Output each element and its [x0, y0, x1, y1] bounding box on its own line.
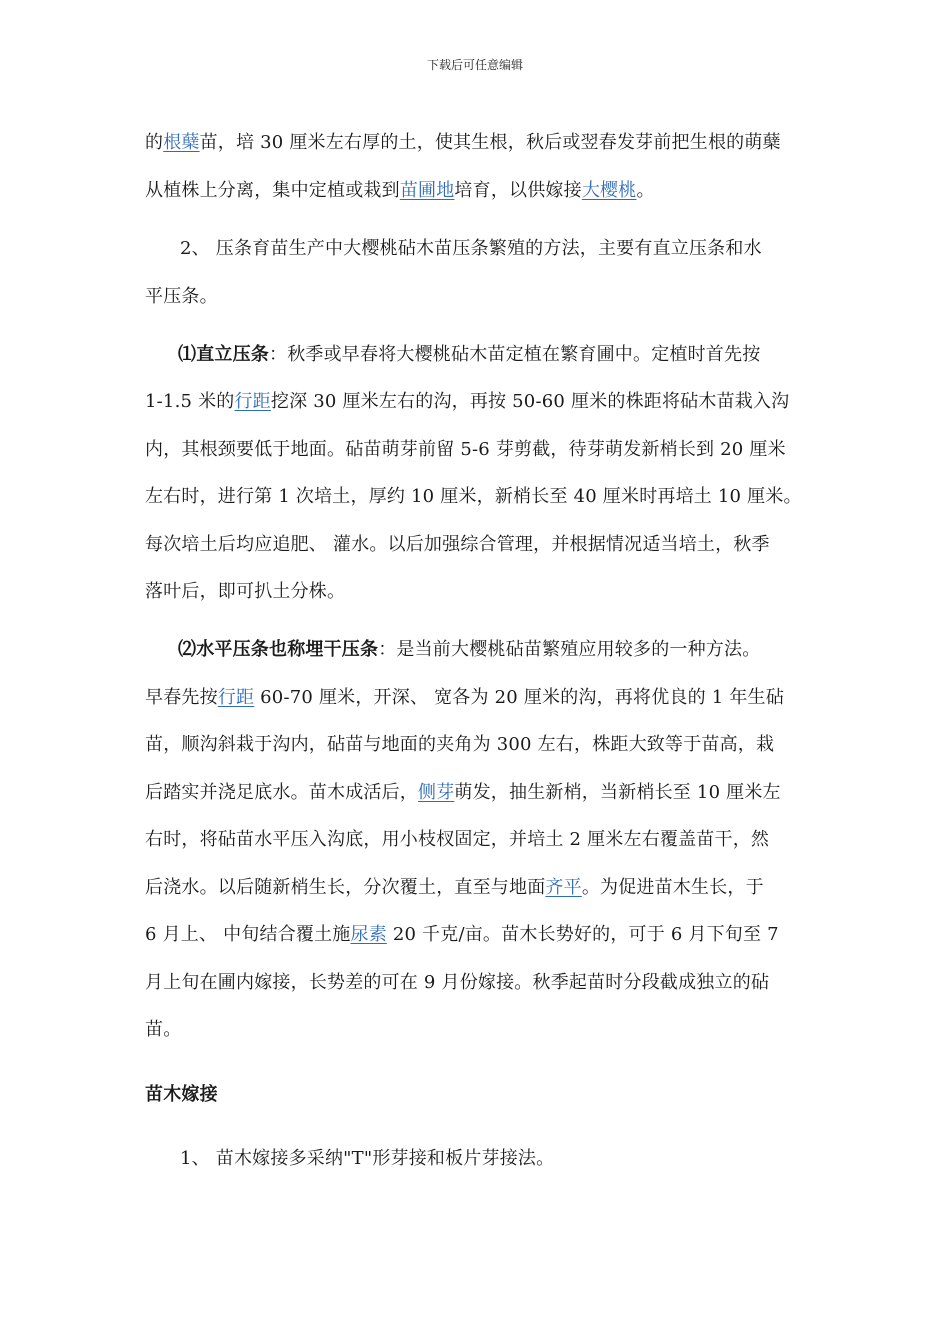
paragraph-line: 1、 苗木嫁接多采纳"T"形芽接和板片芽接法。: [180, 1148, 555, 1169]
paragraph-line: 2、 压条育苗生产中大樱桃砧木苗压条繁殖的方法，主要有直立压条和水: [180, 238, 762, 259]
paragraph-line: [145, 778, 781, 804]
text: 后浇水。以后随新梢生长，分次覆土，直至与地面: [145, 877, 546, 898]
paragraph-line: [145, 873, 764, 899]
text: 的: [145, 132, 164, 153]
text: 60-70 厘米，开深、 宽各为 20 厘米的沟，再将优良的 1 年生砧: [254, 687, 784, 708]
text: 早春先按: [145, 687, 218, 708]
text: 6 月上、 中旬结合覆土施: [145, 924, 351, 945]
text: 后踏实并浇足底水。苗木成活后，: [145, 782, 418, 803]
paragraph-line: 落叶后，即可扒土分株。: [145, 581, 346, 602]
paragraph-line: 内，其根颈要低于地面。砧苗萌芽前留 5-6 芽剪截，待芽萌发新梢长到 20 厘米: [145, 439, 786, 460]
paragraph-line: 平压条。: [145, 286, 218, 307]
link-urea[interactable]: 尿素: [350, 924, 387, 945]
text: 从植株上分离，集中定植或栽到: [145, 180, 400, 201]
paragraph-line: 月上旬在圃内嫁接，长势差的可在 9 月份嫁接。秋季起苗时分段截成独立的砧: [145, 972, 770, 993]
link-row-spacing[interactable]: 行距: [234, 391, 271, 412]
subheading-horizontal-layering: ⑵水平压条也称埋干压条: [178, 639, 379, 660]
link-nursery[interactable]: 苗圃地: [399, 180, 455, 201]
paragraph-line: [145, 920, 779, 946]
text: ：是当前大樱桃砧苗繁殖应用较多的一种方法。: [378, 639, 761, 660]
link-lateral-bud[interactable]: 侧芽: [418, 782, 455, 803]
subheading-vertical-layering: ⑴直立压条: [178, 344, 269, 365]
paragraph-line: 苗，顺沟斜栽于沟内，砧苗与地面的夹角为 300 左右，株距大致等于苗高，栽: [145, 734, 775, 755]
paragraph-line: [145, 683, 784, 709]
paragraph-line: [178, 635, 760, 661]
paragraph-line: 苗。: [145, 1019, 182, 1040]
text: 20 千克/亩。苗木长势好的，可于 6 月下旬至 7: [386, 924, 779, 945]
text: 萌发，抽生新梢，当新梢长至 10 厘米左: [454, 782, 781, 803]
section-heading: 苗木嫁接: [145, 1084, 218, 1105]
paragraph-line: [178, 340, 760, 366]
text: 挖深 30 厘米左右的沟，再按 50-60 厘米的株距将砧木苗栽入沟: [270, 391, 790, 412]
paragraph-line: [145, 176, 655, 202]
paragraph-line: [145, 128, 781, 154]
link-root-sucker[interactable]: 根蘖: [163, 132, 200, 153]
paragraph-line: 右时，将砧苗水平压入沟底，用小枝杈固定，并培土 2 厘米左右覆盖苗干，然: [145, 829, 770, 850]
link-level[interactable]: 齐平: [545, 877, 582, 898]
text: 。为促进苗木生长，于: [581, 877, 764, 898]
page-header: 下载后可任意编辑: [426, 58, 523, 72]
text: ：秋季或早春将大樱桃砧木苗定植在繁育圃中。定植时首先按: [269, 344, 761, 365]
paragraph-line: 每次培土后均应追肥、 灌水。以后加强综合管理，并根据情况适当培土，秋季: [145, 534, 770, 555]
link-row-spacing-2[interactable]: 行距: [217, 687, 255, 708]
text: 。: [636, 180, 655, 201]
text: 培育，以供嫁接: [454, 180, 582, 201]
text: 苗，培 30 厘米左右厚的土，使其生根，秋后或翌春发芽前把生根的萌蘖: [199, 132, 781, 153]
text: 1-1.5 米的: [145, 391, 235, 412]
link-cherry[interactable]: 大樱桃: [581, 180, 637, 201]
paragraph-line: [145, 387, 789, 413]
paragraph-line: 左右时，进行第 1 次培土，厚约 10 厘米，新梢长至 40 厘米时再培土 10 厘米。: [145, 486, 802, 507]
